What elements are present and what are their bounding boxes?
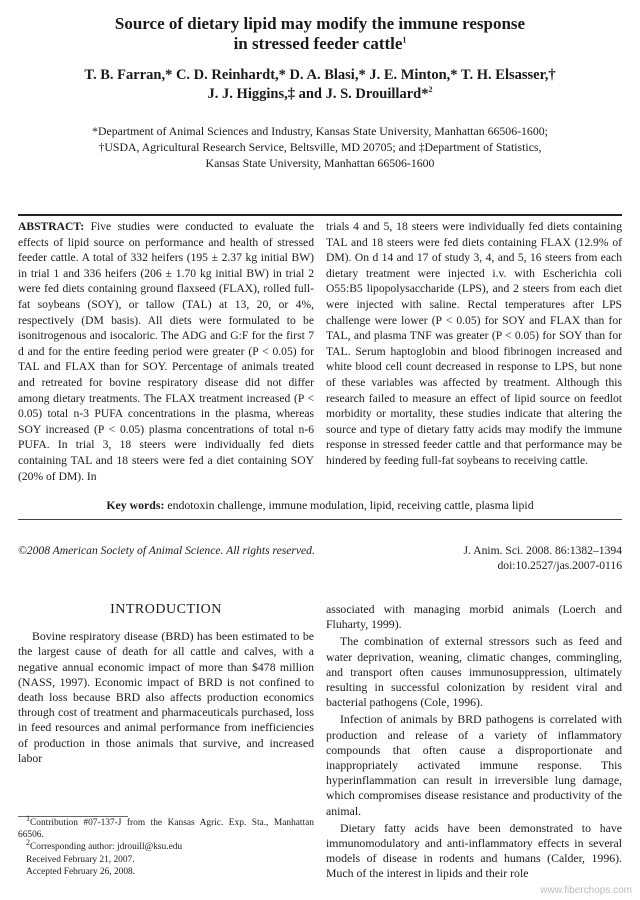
section-title: INTRODUCTION xyxy=(110,602,222,617)
footnotes xyxy=(18,768,314,878)
affiliations xyxy=(20,123,620,171)
affiliation-line-3: Kansas State University, Manhattan 66506-1600 xyxy=(205,156,435,170)
title-line-2: in stressed feeder cattle xyxy=(233,34,403,53)
title-line-1: Source of dietary lipid may modify the immune response xyxy=(114,14,526,33)
received-date: Received February 21, 2007. xyxy=(26,854,135,865)
journal-citation xyxy=(464,543,622,573)
introduction-paragraph-1-continued: associated with managing morbid animals (Loerch and Fluharty, 1999). xyxy=(326,602,622,632)
abstract-column-right xyxy=(326,219,622,484)
title-footnote-marker: 1 xyxy=(402,35,407,45)
body-column-left xyxy=(18,602,314,884)
authors-line-1: T. B. Farran,* C. D. Reinhardt,* D. A. Blasi,* J. E. Minton,* T. H. Elsasser,† xyxy=(84,67,556,83)
body-column-right xyxy=(326,602,622,884)
introduction-paragraph-2: The combination of external stressors such as feed and water deprivation, weaning, climatic changes, commingling, and transport often causes immunosuppression, ultimately resulting in successful colonization by resident viral and bacterial pathogens (Cole, 1996). xyxy=(326,634,622,710)
authors-line-2: J. J. Higgins,‡ and J. S. Drouillard* xyxy=(207,86,429,102)
abstract-text-right: trials 4 and 5, 18 steers were individually fed diets containing TAL and 18 steers were fed diets containing FLAX (12.9% of DM). On d 14 and 17 of study 3, 4, and 5, 16 steers from each dietary treatment were injected i.v. with Escherichia coli O55:B5 lipopolysaccharide (LPS), and 2 steers from each diet were injected with saline. Rectal temperatures after LPS challenge were lower (P < 0.05) for SOY and FLAX than for TAL, and plasma TNF was greater (P < 0.05) for SOY than for TAL. Serum haptoglobin and blood fibrinogen increased and white blood cell count decreased in response to LPS, but none of these variables was affected by treatment. Although this research failed to measure an effect of lipid source on feedlot morbidity or mortality, these studies indicate that altering the source and type of dietary fatty acids may modify the immune response in stressed feeder cattle and that performance may be hindered by feeding full-fat soybeans to receiving cattle. xyxy=(326,220,622,467)
introduction-paragraph-3: Infection of animals by BRD pathogens is correlated with production and release of a variety of inflammatory compounds that often cause a disproportionate and inappropriately activated immune response. This hyperinflammation can result in irreversible lung damage, which compromises disease resistance and productivity of the animal. xyxy=(326,712,622,818)
abstract-text-left: Five studies were conducted to evaluate the effects of lipid source on performance and health of stressed feeder cattle. A total of 332 heifers (195 ± 2.37 kg initial BW) in trial 1 and 336 heifers (206 ± 1.70 kg initial BW) in trial 2 were fed diets containing ground flaxseed (FLAX), rolled full-fat soybeans (SOY), or tallow (TAL) at 13, 20, or 4%, respectively (DM basis). All diets were formulated to be isonitrogenous and isocaloric. The ADG and G:F for the first 7 d and for the entire feeding period were greater (P < 0.05) for TAL and FLAX than for SOY. Percentage of animals treated and retreated for bovine respiratory disease did not differ among dietary treatments. The FLAX treatment increased (P < 0.05) total n-3 PUFA concentrations in the plasma, whereas SOY increased (P < 0.05) plasma concentrations of total n-6 PUFA. In trial 3, 18 steers were individually fed diets containing TAL and 18 steers were fed a diet containing SOY (20% of DM). In xyxy=(18,220,314,483)
affiliation-line-1: *Department of Animal Sciences and Industry, Kansas State University, Manhattan 66506-1600; xyxy=(92,124,548,138)
journal-reference: J. Anim. Sci. 2008. 86:1382–1394 xyxy=(463,544,622,557)
introduction-paragraph-1: Bovine respiratory disease (BRD) has been estimated to be the largest cause of death for all cattle and calves, with a negative annual economic impact of more than $478 million (NASS, 1997). Economic impact of BRD is not confined to death loss because BRD also affects production economics through cost of treatment and pharmaceuticals purchased, loss in feed resources and animal performance from inefficiencies of production in those animals that survive, and increased labor xyxy=(18,629,314,765)
paper-title xyxy=(60,14,580,54)
accepted-date: Accepted February 26, 2008. xyxy=(26,866,136,877)
footnote-2: 2Corresponding author: jdrouill@ksu.edu xyxy=(26,838,183,853)
abstract-column-left xyxy=(18,219,314,484)
affiliation-line-2: †USDA, Agricultural Research Service, Beltsville, MD 20705; and ‡Department of Statistics, xyxy=(98,140,542,154)
copyright-notice: ©2008 American Society of Animal Science. All rights reserved. xyxy=(18,544,315,557)
author-footnote-marker: 2 xyxy=(428,85,433,95)
footnote-1: 1Contribution #07-137-J from the Kansas Agric. Exp. Sta., Manhattan 66506. xyxy=(18,813,314,841)
watermark: www.fiberchops.com xyxy=(540,885,632,896)
introduction-paragraph-4: Dietary fatty acids have been demonstrated to have immunomodulatory and anti-inflammatory effects in several models of disease in rodents and humans (Calder, 1996). Much of the interest in lipids and their role xyxy=(326,820,622,881)
keywords-text: endotoxin challenge, immune modulation, lipid, receiving cattle, plasma lipid xyxy=(167,498,534,513)
keywords-label: Key words: xyxy=(106,498,165,513)
abstract-label: ABSTRACT: xyxy=(18,220,85,233)
keywords-line xyxy=(18,484,622,519)
abstract-box xyxy=(18,214,622,520)
doi-text: doi:10.2527/jas.2007-0116 xyxy=(497,559,622,572)
author-list xyxy=(40,66,600,104)
body-text xyxy=(18,602,622,884)
